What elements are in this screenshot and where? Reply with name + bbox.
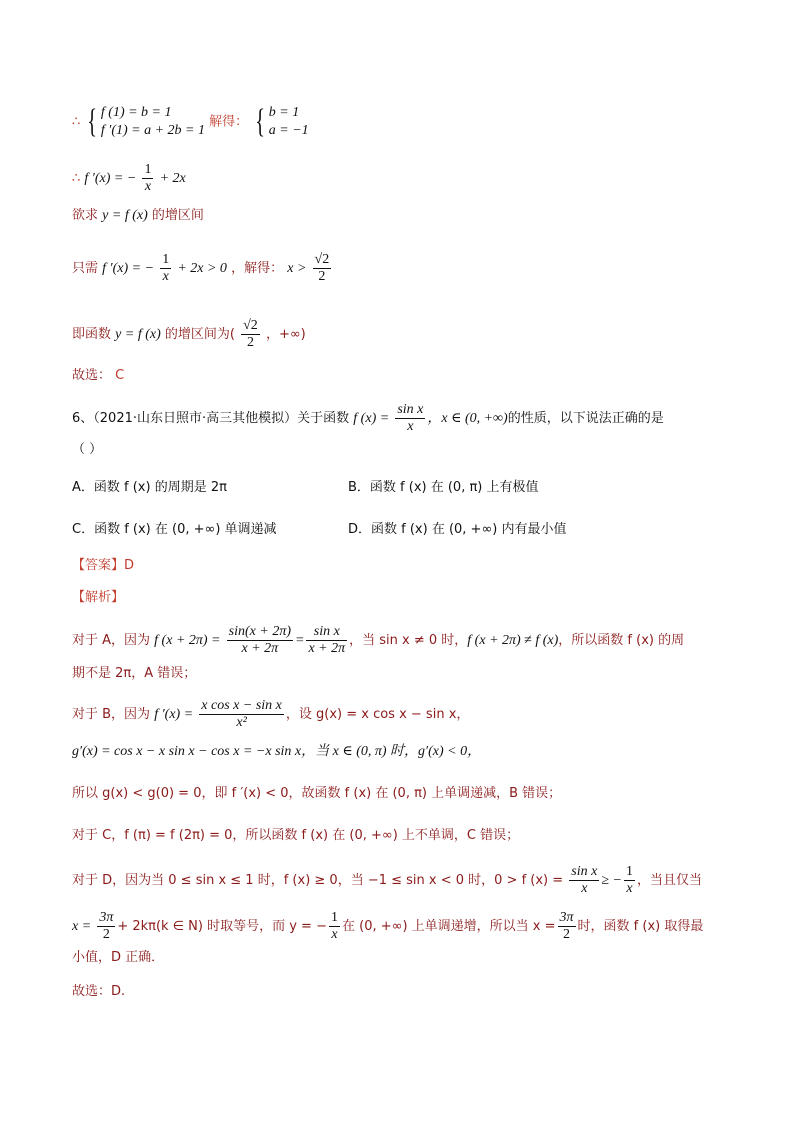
fraction: $\frac{1}{x}$ — [626, 864, 633, 896]
answer-blank: （ ） — [72, 442, 103, 457]
fraction: $\frac{\text{sin x}}{x}$ — [397, 402, 424, 434]
increase-line: 欲求 y = f (x) 的增区间 — [72, 208, 204, 223]
equation-system-1: f (1) = b = 1 f ′(1) = a + 2b = 1 — [100, 105, 206, 138]
equation-system-2: b = 1 a = −1 — [268, 105, 309, 138]
choose-line: 故选： C — [72, 368, 125, 383]
left-brace: { — [255, 103, 266, 140]
interval-line: 即函数 y = f (x) 的增区间为( $\frac{√2}{2}$ ，+∞) — [72, 318, 306, 350]
final-answer: 故选：D. — [72, 984, 126, 999]
analysis-b-line1: 对于 B，因为 f ′(x) = $\frac{\text{x cos x − sin x}}{\text{x²}}$ ，设 g(x) = x cos x − sin x， — [72, 698, 470, 730]
fraction: $\frac{\sin(x + 2\pi)}{x + 2\pi}$ — [228, 624, 291, 656]
analysis-a-line2: 期不是 2π，A 错误； — [72, 666, 197, 681]
option-b: B．函数 f (x) 在 (0, π) 上有极值 — [348, 480, 539, 495]
analysis-c-line: 对于 C，f (π) = f (2π) = 0，所以函数 f (x) 在 (0, +∞) 上不单调，C 错误； — [72, 828, 520, 843]
analysis-b-line3: 所以 g(x) < g(0) = 0，即 f ′(x) < 0，故函数 f (x) 在 (0, π) 上单调递减，B 错误； — [72, 786, 562, 801]
fraction: $\frac{\text{sin x}}{x + 2\pi}$ — [308, 624, 346, 656]
fraction: $\frac{3\pi}{2}$ — [99, 910, 114, 942]
question-6-stem: 6、（2021·山东日照市·高三其他模拟）关于函数 f (x) = $\frac{\text{sin x}}{x}$ ，x ∈ (0, +∞)的性质，以下说法正确的是 — [72, 402, 664, 434]
analysis-b-line2: g′(x) = cos x − x sin x − cos x = −x sin x，当 x ∈ (0, π) 时，g′(x) < 0， — [72, 744, 482, 759]
analysis-d-line1: 对于 D，因为当 0 ≤ sin x ≤ 1 时，f (x) ≥ 0，当 −1 ≤ sin x < 0 时，0 > f (x) = $\frac{\text{sin x}}{x}$ ≥ − $\frac{1}{x}$ ，当且仅当 — [72, 864, 703, 896]
derivative-line: ∴ f ′(x) = − $\frac{1}{x}$ + 2x — [72, 162, 186, 194]
fraction: $\frac{√2}{2}$ — [243, 318, 258, 350]
fraction: $\frac{3\pi}{2}$ — [559, 910, 574, 942]
option-d: D．函数 f (x) 在 (0, +∞) 内有最小值 — [348, 522, 567, 537]
answer-line — [72, 556, 134, 576]
fraction: $\frac{1}{x}$ — [144, 162, 152, 194]
left-brace: { — [87, 103, 98, 140]
fraction: $\frac{√2}{2}$ — [314, 252, 330, 284]
fraction: $\frac{1}{x}$ — [330, 910, 338, 942]
system-line — [72, 104, 309, 140]
solve-label: 解得： — [209, 114, 249, 130]
fraction: $\frac{1}{x}$ — [162, 252, 170, 284]
answer-value: D — [124, 558, 135, 573]
answer-label: 【答案】 — [72, 558, 125, 573]
analysis-d-line3: 小值，D 正确． — [72, 950, 165, 965]
analysis-label: 【解析】 — [72, 590, 125, 605]
option-c: C．函数 f (x) 在 (0, +∞) 单调递减 — [72, 522, 277, 537]
analysis-d-line2: x = $\frac{3\pi}{2}$ + 2kπ(k ∈ N) 时取等号，而 y = − $\frac{1}{x}$ 在 (0, +∞) 上单调递增，所以当 x = $\frac{3\pi}{2}$ 时，函数 f (x) 取得最 — [72, 910, 704, 942]
need-line: 只需 f ′(x) = − $\frac{1}{x}$ + 2x > 0 ，解得： x > $\frac{√2}{2}$ — [72, 252, 330, 284]
fraction: $\frac{\text{sin x}}{x}$ — [571, 864, 598, 896]
fraction: $\frac{\text{x cos x − sin x}}{\text{x²}}$ — [201, 698, 282, 730]
analysis-a-line1: 对于 A，因为 f (x + 2π) = $\frac{\sin(x + 2\pi)}{x + 2\pi}$ = $\frac{\text{sin x}}{x + 2\pi}$ ，当 sin x ≠ 0 时，f (x + 2π) ≠ f (x)，所以函数 f (x) 的周 — [72, 624, 685, 656]
therefore-symbol: ∴ — [72, 114, 81, 130]
option-a: A．函数 f (x) 的周期是 2π — [72, 480, 227, 495]
